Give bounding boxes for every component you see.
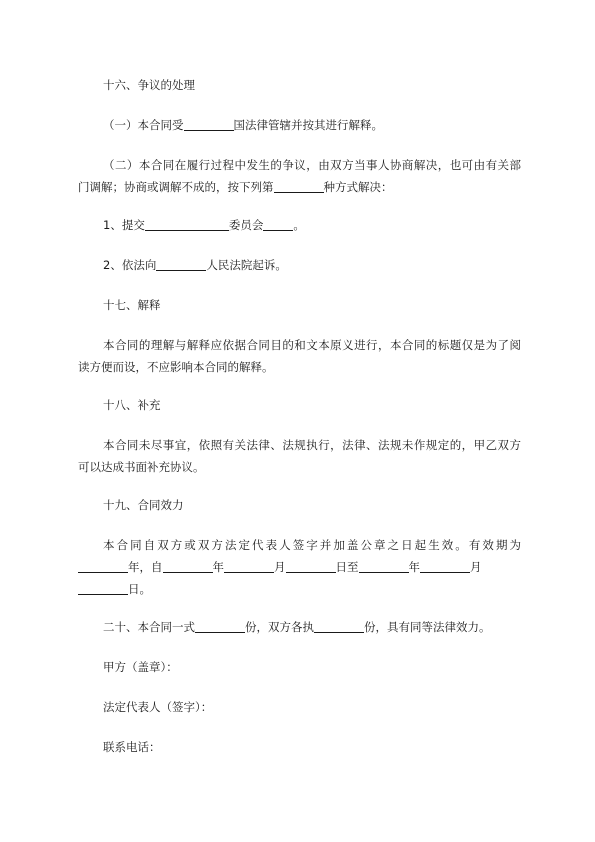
section-17-heading: 十七、解释 [103, 298, 161, 312]
blank-end-year[interactable] [359, 558, 409, 573]
party-a-seal-label: 甲方（盖章）： [103, 660, 178, 674]
blank-country[interactable] [184, 116, 234, 131]
blank-start-day[interactable] [286, 558, 336, 573]
blank-start-year[interactable] [163, 558, 213, 573]
option-1-text-b: 委员会 [228, 218, 264, 232]
section-18-heading: 十八、补充 [103, 398, 161, 412]
clause-16-1-text-b: 国法律管辖并按其进行解释。 [233, 118, 383, 132]
section-16-heading: 十六、争议的处理 [103, 78, 195, 92]
clause-16-2-line2 [78, 176, 521, 198]
section-17-line2: 读方便而设，不应影响本合同的解释。 [78, 360, 274, 374]
option-1-text-c: 。 [293, 218, 305, 232]
blank-copies-each[interactable] [314, 618, 364, 633]
option-2-text-b: 人民法院起诉。 [206, 258, 287, 272]
section-19-line2 [78, 556, 521, 578]
clause-16-1 [103, 114, 521, 136]
option-2 [103, 254, 521, 276]
blank-term-years[interactable] [78, 558, 128, 573]
section-20-text-b: 份，双方各执 [245, 620, 314, 634]
section-19-line1: 本合同自双方或双方法定代表人签字并加盖公章之日起生效。有效期为 [103, 538, 521, 552]
blank-end-month[interactable] [420, 558, 470, 573]
contact-phone-label: 联系电话： [103, 740, 161, 754]
blank-method-number[interactable] [274, 178, 324, 193]
legal-rep-signature-label: 法定代表人（签字）： [103, 700, 213, 714]
end-month-unit: 月 [470, 560, 482, 574]
option-1-text-a: 1、提交 [103, 218, 145, 232]
clause-16-2-line1: （二）本合同在履行过程中发生的争议，由双方当事人协商解决，也可由有关部 [103, 158, 521, 172]
section-18-line2: 可以达成书面补充协议。 [78, 460, 205, 474]
end-day-unit: 日。 [128, 582, 151, 596]
section-20-text-a: 二十、本合同一式 [103, 620, 195, 634]
clause-16-1-text-a: （一）本合同受 [103, 118, 184, 132]
option-1 [103, 214, 521, 236]
section-17-line1: 本合同的理解与解释应依据合同目的和文本原义进行，本合同的标题仅是为了阅 [103, 338, 521, 352]
section-18-line1: 本合同未尽事宜，依照有关法律、法规执行，法律、法规未作规定的，甲乙双方 [103, 438, 521, 452]
clause-16-2-text-b: 种方式解决： [323, 180, 393, 194]
section-19-line3 [78, 578, 521, 600]
start-year-unit: 年 [212, 560, 224, 574]
start-day-to-label: 日至 [335, 560, 359, 574]
blank-copies-total[interactable] [195, 618, 245, 633]
term-year-unit: 年 [128, 560, 140, 574]
blank-end-day[interactable] [78, 580, 128, 595]
section-19-heading: 十九、合同效力 [103, 498, 184, 512]
blank-start-month[interactable] [224, 558, 274, 573]
blank-committee[interactable] [145, 216, 229, 231]
end-year-unit: 年 [408, 560, 420, 574]
term-from-label: ，自 [139, 560, 163, 574]
section-20 [103, 616, 546, 638]
option-2-text-a: 2、依法向 [103, 258, 157, 272]
blank-court[interactable] [156, 256, 206, 271]
start-month-unit: 月 [274, 560, 286, 574]
section-20-text-c: 份，具有同等法律效力。 [364, 620, 491, 634]
blank-committee-suffix[interactable] [263, 216, 293, 231]
clause-16-2-text-a: 门调解；协商或调解不成的，按下列第 [78, 180, 274, 194]
